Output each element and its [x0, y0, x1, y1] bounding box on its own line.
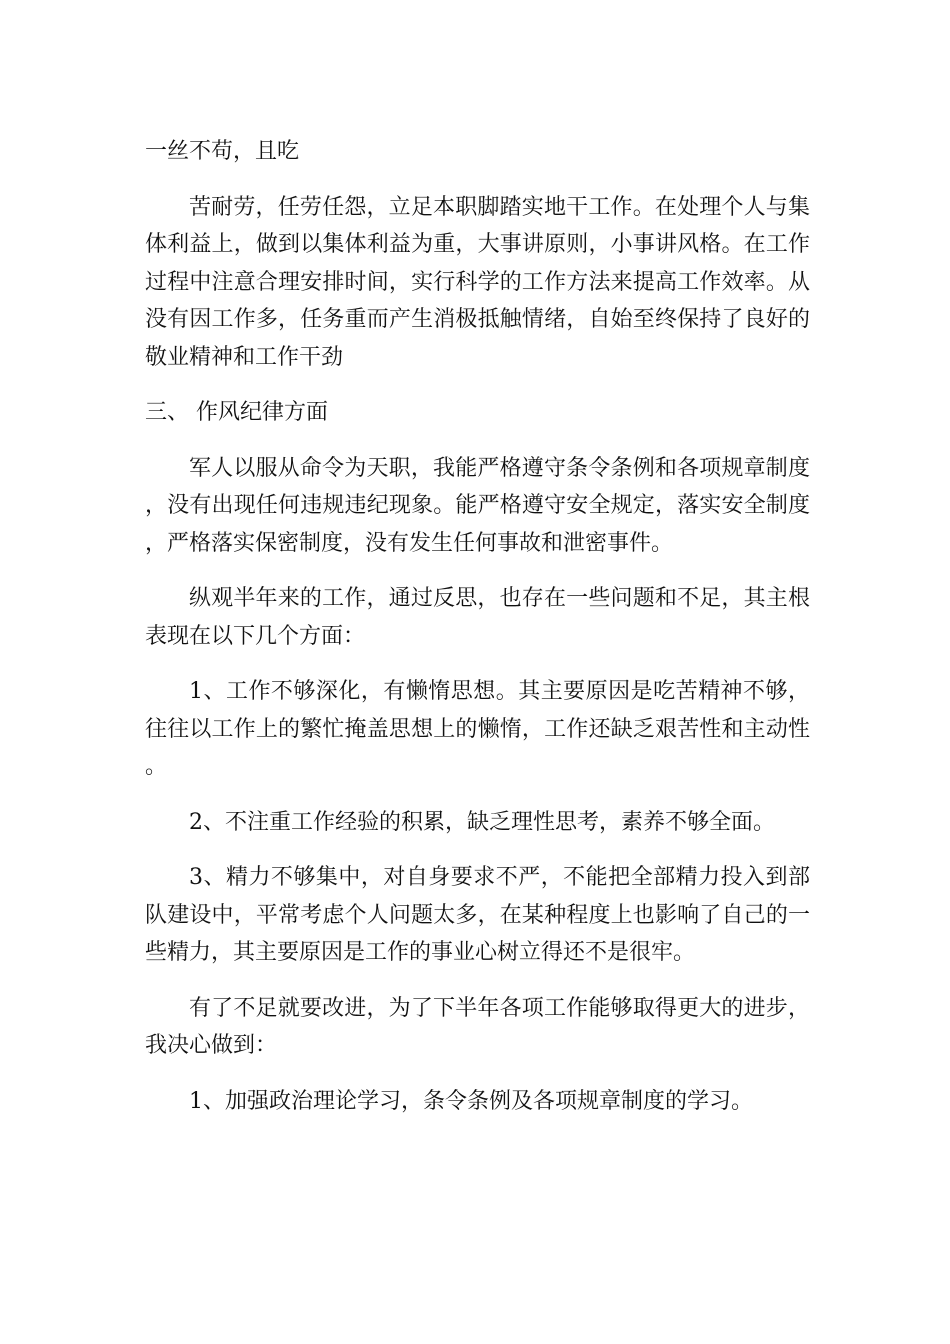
section-heading-discipline: 三、 作风纪律方面 — [145, 400, 328, 425]
paragraph-discipline: 军人以服从命令为天职，我能严格遵守条令条例和各项规章制度，没有出现任何违规违纪现象。能严格遵守安全规定，落实安全制度，严格落实保密制度，没有发生任何事故和泄密事件。 — [145, 455, 810, 556]
paragraph-continuation: 一丝不苟，且吃 — [145, 139, 300, 164]
paragraph-shortcomings-intro: 纵观半年来的工作，通过反思，也存在一些问题和不足，其主根表现在以下几个方面： — [145, 586, 810, 649]
list-item-shortcoming-2: 2、不注重工作经验的积累，缺乏理性思考，素养不够全面。 — [189, 809, 775, 835]
list-item-shortcoming-1: 1、工作不够深化，有懒惰思想。其主要原因是吃苦精神不够，往往以工作上的繁忙掩盖思想上的懒惰，工作还缺乏艰苦性和主动性。 — [145, 679, 810, 779]
paragraph-work-attitude: 苦耐劳，任劳任怨，立足本职脚踏实地干工作。在处理个人与集体利益上，做到以集体利益为重，大事讲原则，小事讲风格。在工作过程中注意合理安排时间，实行科学的工作方法来提高工作效率。从没有因工作多，任务重而产生消极抵触情绪，自始至终保持了良好的敬业精神和工作干劲 — [145, 194, 810, 370]
paragraph-improvement-intro: 有了不足就要改进，为了下半年各项工作能够取得更大的进步，我决心做到： — [145, 995, 810, 1058]
list-item-improvement-1: 1、加强政治理论学习，条令条例及各项规章制度的学习。 — [189, 1088, 753, 1114]
document-body — [145, 133, 810, 1138]
list-item-shortcoming-3: 3、精力不够集中，对自身要求不严，不能把全部精力投入到部队建设中，平常考虑个人问题太多，在某种程度上也影响了自己的一些精力，其主要原因是工作的事业心树立得还不是很牢。 — [145, 865, 810, 965]
